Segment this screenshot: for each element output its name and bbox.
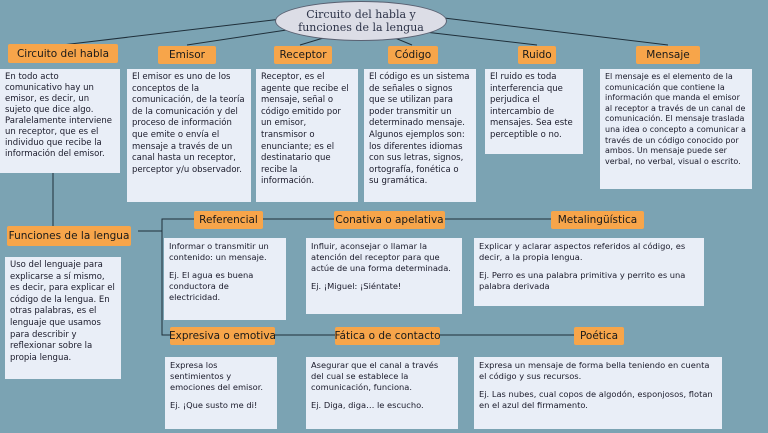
funciones-text: Uso del lenguaje para explicarse a sí mismo, es decir, para explicar el código de la lengua. En otras palabras, es el lenguaje que usamos para describir y reflexionar sobre la propia lengua.: [10, 260, 115, 363]
header-fatica-o-de-contacto: Fática o de contacto: [335, 327, 440, 345]
poetica-desc: Expresa un mensaje de forma bella teniendo en cuenta el código y sus recursos.: [479, 360, 710, 381]
box-ruido: [485, 69, 583, 154]
box-codigo: [364, 69, 476, 202]
fatica-desc: Asegurar que el canal a través del cual se establece la comunicación, funciona.: [311, 360, 439, 392]
header-ruido: Ruido: [518, 46, 556, 64]
metalinguistica-example: Ej. Perro es una palabra primitiva y perrito es una palabra derivada: [479, 270, 686, 291]
box-funciones-de-la-lengua: [5, 257, 121, 379]
receptor-text: Receptor, es el agente que recibe el mensaje, señal o código emitido por un emisor, transmisor o enunciante; es el destinatario que recibe la información.: [261, 72, 349, 187]
header-mensaje: Mensaje: [636, 46, 700, 64]
header-circuito-del-habla: Circuito del habla: [8, 44, 118, 63]
header-conativa-o-apelativa: Conativa o apelativa: [334, 211, 445, 229]
box-referencial: [164, 238, 286, 320]
box-expresiva-o-emotiva: [165, 357, 277, 429]
header-receptor: Receptor: [274, 46, 332, 64]
header-referencial: Referencial: [194, 211, 263, 229]
box-circuito-del-habla: [0, 69, 120, 173]
header-metalinguistica: Metalingüística: [551, 211, 644, 229]
referencial-example: Ej. El agua es buena conductora de electricidad.: [169, 270, 254, 302]
box-emisor: [127, 69, 251, 202]
fatica-example: Ej. Diga, diga… le escucho.: [311, 400, 424, 410]
box-fatica-o-de-contacto: [306, 357, 458, 429]
ruido-text: El ruido es toda interferencia que perjudica el intercambio de mensajes. Sea este perceptible o no.: [490, 72, 573, 140]
box-mensaje: [600, 69, 752, 189]
title-line-2: funciones de la lengua: [298, 21, 424, 34]
diagram-title: [275, 1, 447, 41]
emisor-text: El emisor es uno de los conceptos de la comunicación, de la teoría de la comunicación y del proceso de información que emite o envía el mensaje a través de un canal hasta un receptor, perceptor y/u observador.: [132, 72, 245, 175]
title-line-1: Circuito del habla y: [306, 8, 416, 21]
expresiva-desc: Expresa los sentimientos y emociones del emisor.: [170, 360, 264, 392]
expresiva-example: Ej. ¡Que susto me di!: [170, 400, 258, 410]
header-funciones-de-la-lengua: Funciones de la lengua: [7, 226, 131, 246]
circuito-del-habla-text: En todo acto comunicativo hay un emisor, es decir, un sujeto que dice algo. Paralelamente interviene un receptor, que es el individuo que recibe la información del emisor.: [5, 72, 113, 159]
mensaje-text: El mensaje es el elemento de la comunicación que contiene la información que manda el emisor al receptor a través de un canal de comunicación. El mensaje traslada una idea o concepto a comunicar a través de un código conocido por ambos. Un mensaje puede ser verbal, no verbal, visual o escrito.: [605, 72, 746, 166]
box-metalinguistica: [474, 238, 704, 306]
poetica-example: Ej. Las nubes, cual copos de algodón, esponjosos, flotan en el azul del firmamento.: [479, 389, 713, 410]
header-codigo: Código: [388, 46, 438, 64]
metalinguistica-desc: Explicar y aclarar aspectos referidos al código, es decir, a la propia lengua.: [479, 241, 686, 262]
box-receptor: [256, 69, 358, 202]
header-poetica: Poética: [574, 327, 624, 345]
header-emisor: Emisor: [158, 46, 216, 64]
codigo-text: El código es un sistema de señales o signos que se utilizan para poder transmitir un determinado mensaje. Algunos ejemplos son: los diferentes idiomas con sus letras, signos, ortografía, fonética o su gramática.: [369, 72, 470, 187]
header-expresiva-o-emotiva: Expresiva o emotiva: [170, 327, 275, 345]
box-poetica: [474, 357, 722, 429]
conativa-example: Ej. ¡Miguel: ¡Siéntate!: [311, 281, 402, 291]
conativa-desc: Influir, aconsejar o llamar la atención del receptor para que actúe de una forma determinada.: [311, 241, 451, 273]
referencial-desc: Informar o transmitir un contenido: un mensaje.: [169, 241, 269, 262]
box-conativa-o-apelativa: [306, 238, 462, 314]
